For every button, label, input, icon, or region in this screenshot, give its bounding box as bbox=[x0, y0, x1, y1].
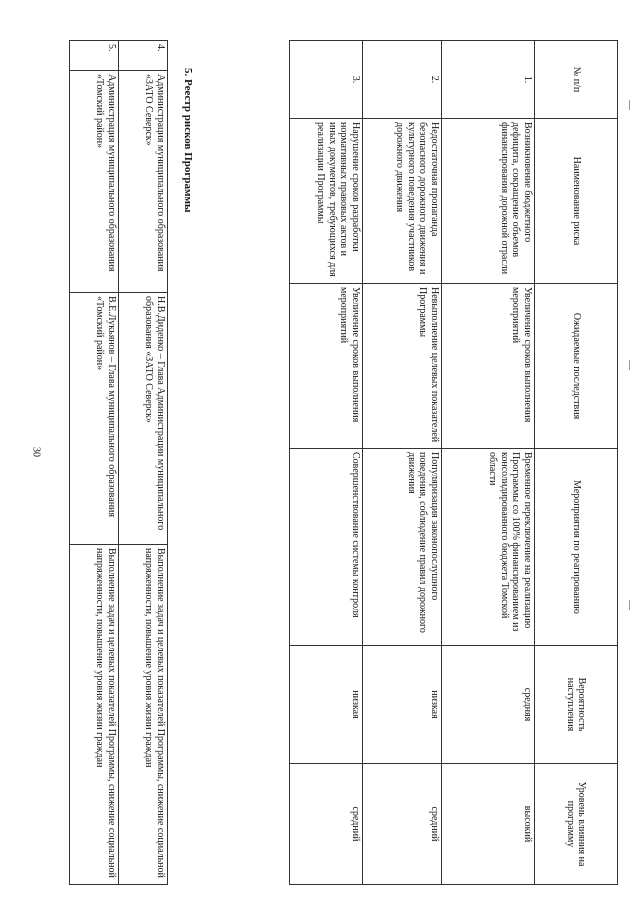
header-probability: Вероятность наступления bbox=[535, 646, 618, 764]
table-row bbox=[442, 41, 535, 885]
cell-impact: средний bbox=[363, 764, 442, 885]
section-heading bbox=[182, 68, 194, 213]
header-risk-name: Наименование риска bbox=[535, 119, 618, 284]
cell-organization: Администрация муниципального образования «ЗАТО Северск» bbox=[119, 71, 168, 293]
table-header-row bbox=[535, 41, 618, 885]
cell-consequence: Выполнение задач и целевых показателей Программы, снижение социальной напряженности, повышение уровня жизни граждан bbox=[70, 545, 119, 885]
cell-probability: низкая bbox=[363, 646, 442, 764]
cell-risk-name: Возникновение бюджетного дефицита, сокращение объемов финансирования дорожной отрасли bbox=[442, 119, 535, 284]
cell-num: 3. bbox=[290, 41, 363, 119]
table-row bbox=[363, 41, 442, 885]
cell-risk-name: Недостаточная пропаганда безопасного дорожного движения и культурного поведения участников дорожного движения bbox=[363, 119, 442, 284]
header-num: № п/п bbox=[535, 41, 618, 119]
cell-responsible: В.Е.Лукьянов – Глава муниципального образования «Томский район» bbox=[70, 293, 119, 545]
section-title: Реестр рисков Программы bbox=[182, 79, 194, 213]
cell-consequences: Невыполнение целевых показателей Программы bbox=[363, 284, 442, 449]
header-measures: Мероприятия по реагированию bbox=[535, 449, 618, 646]
cell-responsible: Н.В.Диденко – Глава Администрации муниципального образования «ЗАТО Северск» bbox=[119, 293, 168, 545]
header-impact: Уровень влияния на программу bbox=[535, 764, 618, 885]
cell-consequences: Увеличение сроков выполнения мероприятий bbox=[290, 284, 363, 449]
cell-measures: Временное переключение на реализацию Программы со 100% финансированием из консолидированного бюджета Томской области bbox=[442, 449, 535, 646]
table-row bbox=[70, 41, 119, 885]
cell-impact: высокий bbox=[442, 764, 535, 885]
cell-measures: Популяризация законопослушного поведения, соблюдение правил дорожного движения bbox=[363, 449, 442, 646]
risks-table bbox=[289, 40, 618, 885]
participants-table bbox=[69, 40, 168, 885]
cell-consequence: Выполнение задач и целевых показателей Программы, снижение социальной напряженности, повышение уровня жизни граждан bbox=[119, 545, 168, 885]
cell-num: 5. bbox=[70, 41, 119, 71]
table-row bbox=[119, 41, 168, 885]
cell-risk-name: Нарушение сроков разработки нормативных правовых актов и иных документов, требующихся для реализации Программы bbox=[290, 119, 363, 284]
cell-measures: Совершенствование системы контроля bbox=[290, 449, 363, 646]
page-number: 30 bbox=[30, 447, 42, 457]
cell-organization: Администрация муниципального образования «Томский район» bbox=[70, 71, 119, 293]
cell-impact: средний bbox=[290, 764, 363, 885]
cell-probability: средняя bbox=[442, 646, 535, 764]
header-consequences: Ожидаемые последствия bbox=[535, 284, 618, 449]
cell-consequences: Увеличение сроков выполнения мероприятий bbox=[442, 284, 535, 449]
cell-num: 1. bbox=[442, 41, 535, 119]
cell-probability: низкая bbox=[290, 646, 363, 764]
section-number: 5. bbox=[182, 68, 194, 77]
cell-num: 2. bbox=[363, 41, 442, 119]
cell-num: 4. bbox=[119, 41, 168, 71]
table-row bbox=[290, 41, 363, 885]
